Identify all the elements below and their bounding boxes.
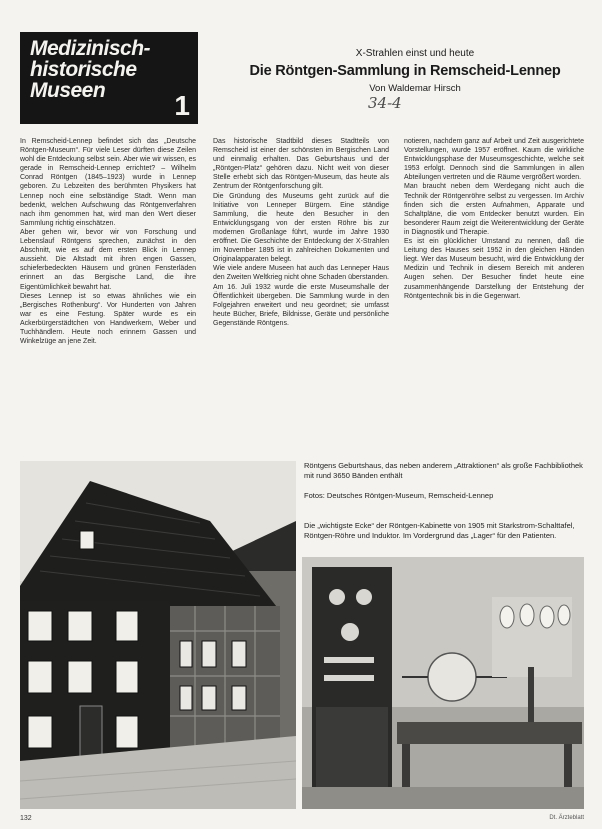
caption-apparatus: Die „wichtigste Ecke“ der Röntgen-Kabinette von 1905 mit Starkstrom-Schalttafel, Röntgen-Röhre und Induktor. Im Vordergrund das „Lager“ für den Patienten. xyxy=(304,521,575,540)
paragraph: Dieses Lennep ist so etwas ähnliches wie ein „Bergisches Rothenburg“. Vor Hunderten von Jahren war es eine Festung. Später wurde es ein Ackerbürgerstädtchen von Handwerkern, Weber und Tuchhändlern. Heute noch erinnern Gassen und Winkelzüge an jene Zeit. xyxy=(20,292,196,346)
article-kicker: X-Strahlen einst und heute xyxy=(355,48,475,59)
series-number: 1 xyxy=(174,90,190,121)
paragraph: Wie viele andere Museen hat auch das Lenneper Haus den Zweiten Weltkrieg nicht ohne Schaden überstanden. Am 16. Juli 1932 wurde die erste Museumshalle der Öffentlichkeit übergeben. Die Sammlung wurde in den Folgejahren erweitert und neu geordnet; sie umfasst heute Bücher, Briefe, Bildnisse, Geräte und persönliche Gegenstände Röntgens. xyxy=(213,265,389,327)
photo-credit: Fotos: Deutsches Röntgen-Museum, Remscheid-Lennep xyxy=(304,491,494,500)
paragraph: Man braucht neben dem Werdegang nicht auch die Technik der Röntgenröhre selbst zu vergessen. Im Archiv finden sich die ersten Aufnahmen, Apparate und Schaltpläne, die vom Entdecker benutzt wurden. Ein besonderer Raum zeigt die Weiterentwicklung der Geräte in Diagnostik und Therapie. xyxy=(404,183,584,236)
series-title: Medizinisch- historische Museen xyxy=(30,37,151,102)
series-label-box xyxy=(20,32,198,124)
source-note: Dt. Ärzteblatt xyxy=(549,815,584,821)
page-number: 132 xyxy=(20,815,32,822)
text-column-1 xyxy=(20,137,196,457)
text-column-3 xyxy=(404,137,584,457)
caption-birth-house: Röntgens Geburtshaus, das neben anderem „Attraktionen“ als große Fachbibliothek mit rund 3650 Bänden enthält xyxy=(304,461,583,480)
paragraph: Die Gründung des Museums geht zurück auf die Initiative von Lenneper Bürgern. Eine ständige Sammlung, die heute den Besucher in den Entwicklungsgang von der ersten Röhre bis zur modernen Großanlage führt, wurde im Jahre 1930 eröffnet. Die Geschichte der Entdeckung der X-Strahlen im November 1895 ist in zahlreichen Dokumenten und Originalapparaten belegt. xyxy=(213,192,389,264)
paragraph: In Remscheid-Lennep befindet sich das „Deutsche Röntgen-Museum“. Für viele Leser dürften diese Zeilen wohl die Entdeckung selbst sein. Aber wie wir wissen, es gerade in Remscheid-Lennep errichtet? – Wilhelm Conrad Röntgen (1845–1923) wurde in Lennep geboren. Zu Lebzeiten des berühmten Physikers hat Lennep noch eine selbständige Stadt. Wenn man bedenkt, welchen Aufschwung das Röntgenverfahren nach ihm genommen hat, wird man den Wert dieser Sammlung richtig einschätzen. xyxy=(20,138,196,227)
paragraph: Es ist ein glücklicher Umstand zu nennen, daß die Leitung des Hauses seit 1952 in den gleichen Händen liegt. Wer das Museum besucht, wird die Entwicklung der Medizin und Technik in diesem Bereich mit anderen Augen sehen. Der Besucher findet heute eine zusammenhängende Darstellung der Entstehung der Röntgentechnik bis in die Gegenwart. xyxy=(404,238,584,300)
paragraph: notieren, nachdem ganz auf Arbeit und Zeit ausgerichtete Vorstellungen, wurde 1957 eröffnet. Kaum die wirkliche Entwicklungsphase der Museumsgeschichte, welche seit 1953 erfolgt. Dennoch sind die Sammlungen in allen Abteilungen vertreten und die Räume vergrößert worden. xyxy=(404,138,584,182)
paragraph: Das historische Stadtbild dieses Stadtteils von Remscheid ist einer der schönsten im Bergischen Land und einmalig erhalten. Das Geburtshaus und der „Röntgen-Platz“ gehören dazu. Nicht weit von dieser Stelle erhebt sich das Röntgen-Museum, das heute als Zentrum der Röntgenforschung gilt. xyxy=(213,138,389,191)
birth-house-photo xyxy=(20,461,296,809)
paragraph: Aber gehen wir, bevor wir von Forschung und Lebenslauf Röntgens sprechen, zunächst in den Abschnitt, wie es auf dem ersten Blick in Lennep aussieht. Die Altstadt mit ihren engen Gassen, schieferbedeckten Häusern und grünen Fensterläden erinnert an das Bergische Land, die ihre Eigentümlichkeit bewahrt hat. xyxy=(20,228,196,291)
text-column-2 xyxy=(213,137,389,457)
article-headline: Die Röntgen-Sammlung in Remscheid-Lennep xyxy=(249,63,561,79)
xray-apparatus-photo xyxy=(302,557,584,809)
handwritten-note: 34-4 xyxy=(368,94,402,112)
article-byline: Von Waldemar Hirsch xyxy=(369,83,461,94)
